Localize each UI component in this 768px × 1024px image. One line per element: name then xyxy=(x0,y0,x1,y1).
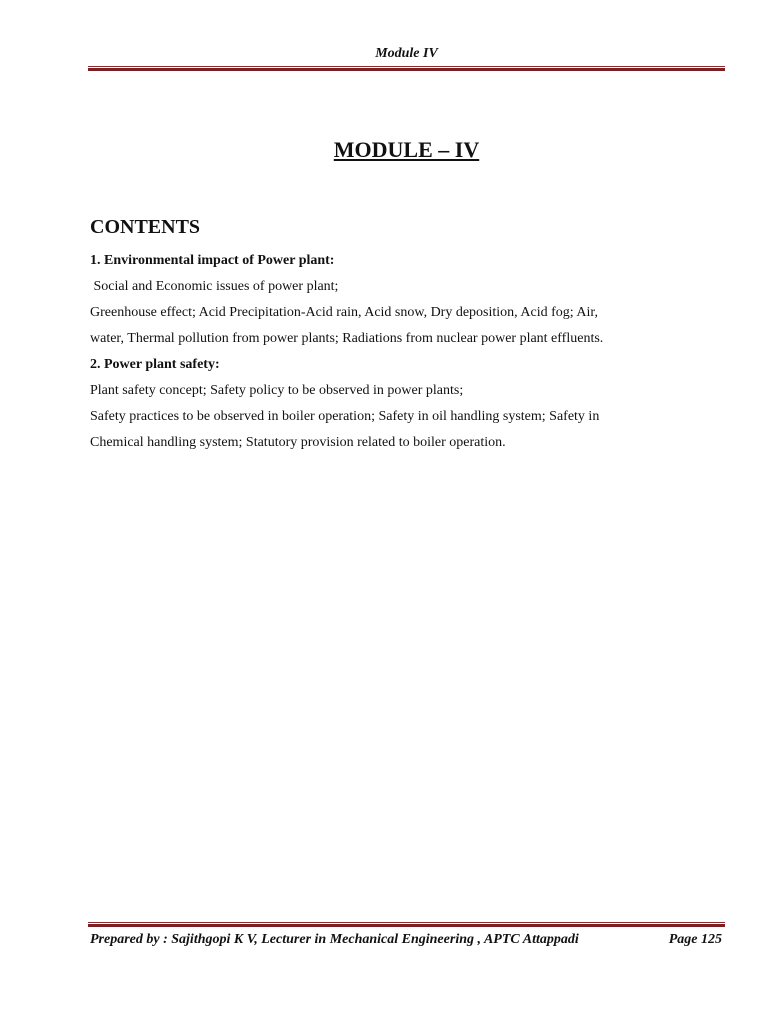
contents-body xyxy=(90,248,730,456)
section-1-line: Social and Economic issues of power plant; xyxy=(90,279,339,294)
section-2-line: Plant safety concept; Safety policy to be observed in power plants; xyxy=(90,383,464,398)
footer-divider xyxy=(88,922,725,927)
section-heading-environmental: 1. Environmental impact of Power plant: xyxy=(90,253,335,268)
section-2-line: Chemical handling system; Statutory provision related to boiler operation. xyxy=(90,435,506,450)
contents-heading: CONTENTS xyxy=(90,216,201,238)
running-header: Module IV xyxy=(375,46,438,61)
section-1-line: Greenhouse effect; Acid Precipitation-Acid rain, Acid snow, Dry deposition, Acid fog; Air, xyxy=(90,305,598,320)
module-title: MODULE – IV xyxy=(333,137,480,162)
footer-divider-thick-line xyxy=(88,924,725,927)
header-divider-thick-line xyxy=(88,68,725,71)
header-divider xyxy=(88,66,725,71)
footer-page-number: Page 125 xyxy=(668,932,722,947)
section-2-line: Safety practices to be observed in boiler operation; Safety in oil handling system; Safety in xyxy=(90,409,600,424)
section-1-line: water, Thermal pollution from power plants; Radiations from nuclear power plant effluents. xyxy=(90,331,604,346)
footer-author: Prepared by : Sajithgopi K V, Lecturer in Mechanical Engineering , APTC Attappadi xyxy=(90,932,579,947)
section-heading-safety: 2. Power plant safety: xyxy=(90,357,220,372)
